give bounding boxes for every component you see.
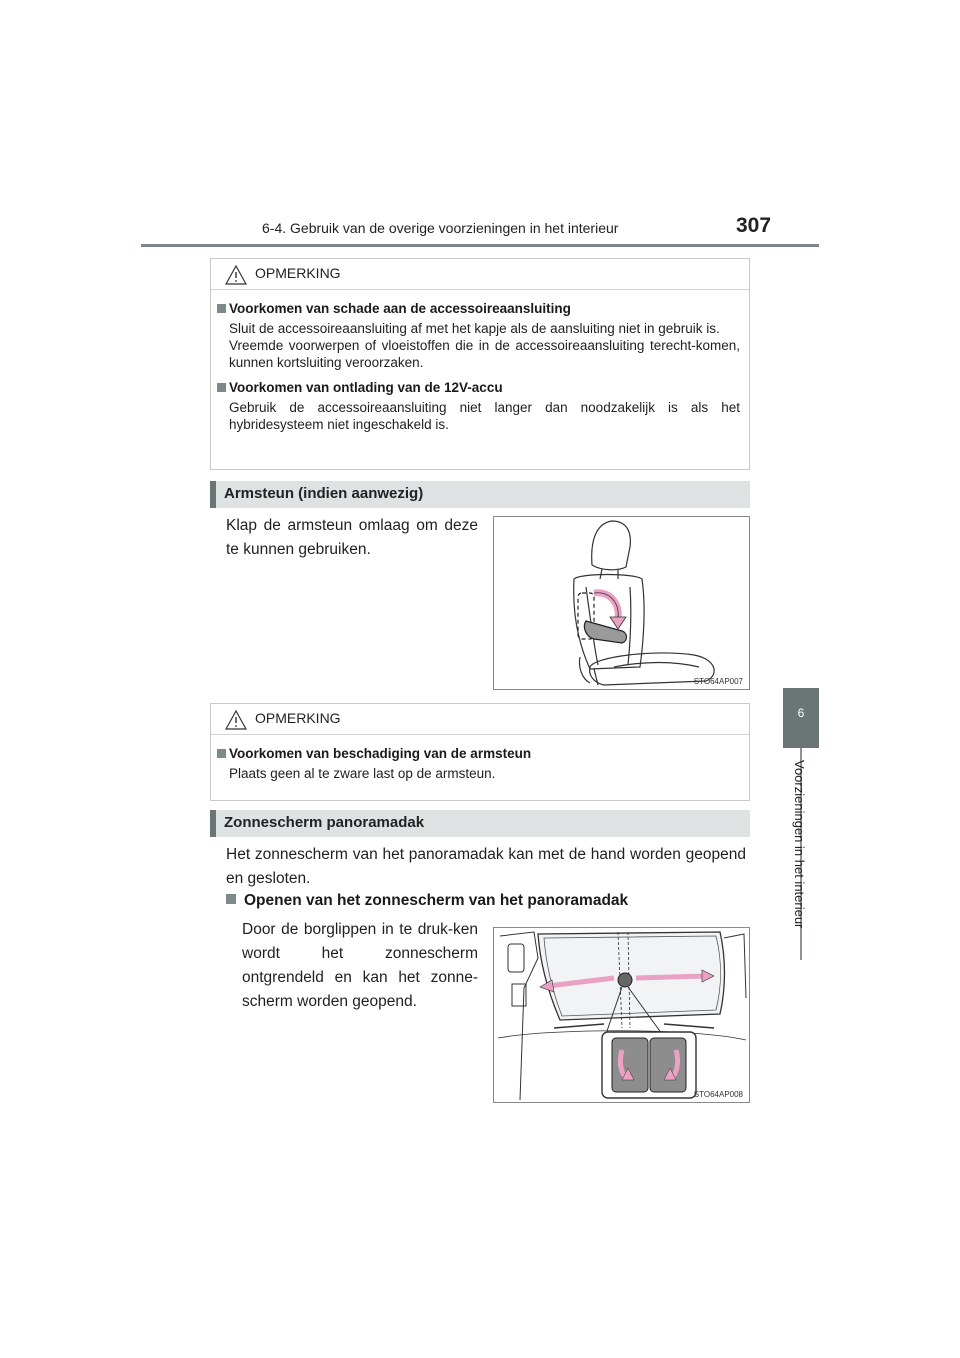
notice-item-title: Voorkomen van schade aan de accessoireaansluiting [217, 301, 749, 316]
notice-label: OPMERKING [255, 710, 341, 726]
figure-code: STO64AP007 [693, 677, 743, 686]
notice-item-text: Sluit de accessoireaansluiting af met het kapje als de aansluiting niet in gebruik is. [229, 321, 720, 336]
notice-item-title: Voorkomen van beschadiging van de armsteun [217, 746, 749, 761]
notice-item-title: Voorkomen van ontlading van de 12V-accu [217, 380, 749, 395]
section-title: Armsteun (indien aanwezig) [224, 485, 424, 502]
chapter-tab-label: Voorzieningen in het interieur [792, 760, 807, 929]
sunshade-subheading: Openen van het zonnescherm van het panoramadak [226, 892, 746, 910]
chapter-tab-number: 6 [797, 706, 805, 720]
notice-header [211, 259, 749, 290]
page-number: 307 [736, 214, 772, 237]
header-rule [141, 244, 819, 247]
section-heading-armrest [210, 481, 750, 508]
section-bar [210, 481, 216, 508]
seat-armrest-drawing [494, 517, 749, 689]
notice-item-text: Gebruik de accessoireaansluiting niet langer dan noodzakelijk is als het hybridesysteem niet ingeschakeld is. [229, 400, 740, 432]
square-bullet-icon [217, 749, 226, 758]
armrest-illustration [493, 516, 750, 690]
notice-item-text: Vreemde voorwerpen of vloeistoffen die in de accessoireaansluiting terecht-komen, kunnen kortsluiting veroorzaken. [229, 338, 740, 370]
armrest-instructions: Klap de armsteun omlaag om deze te kunnen gebruiken. [226, 517, 478, 558]
section-bar [210, 810, 216, 837]
chapter-title: 6-4. Gebruik van de overige voorzieningen in het interieur [262, 220, 619, 236]
figure-code: STO64AP008 [693, 1090, 743, 1099]
section-title: Zonnescherm panoramadak [224, 814, 425, 831]
notice-box-accessory [210, 258, 750, 470]
panoramic-roof-drawing [494, 928, 749, 1102]
square-bullet-icon [226, 894, 236, 904]
notice-header [211, 704, 749, 735]
warning-icon [225, 710, 247, 730]
notice-label: OPMERKING [255, 265, 341, 281]
square-bullet-icon [217, 304, 226, 313]
square-bullet-icon [217, 383, 226, 392]
warning-icon [225, 265, 247, 285]
notice-item-text: Plaats geen al te zware last op de armsteun. [229, 766, 496, 781]
sunshade-intro: Het zonnescherm van het panoramadak kan met de hand worden geopend en gesloten. [226, 846, 746, 887]
sunshade-illustration [493, 927, 750, 1103]
section-heading-sunshade [210, 810, 750, 837]
notice-box-armrest [210, 703, 750, 801]
sunshade-instructions: Door de borglippen in te druk-ken wordt het zonnescherm ontgrendeld en kan het zonne-scherm worden geopend. [242, 921, 478, 1010]
